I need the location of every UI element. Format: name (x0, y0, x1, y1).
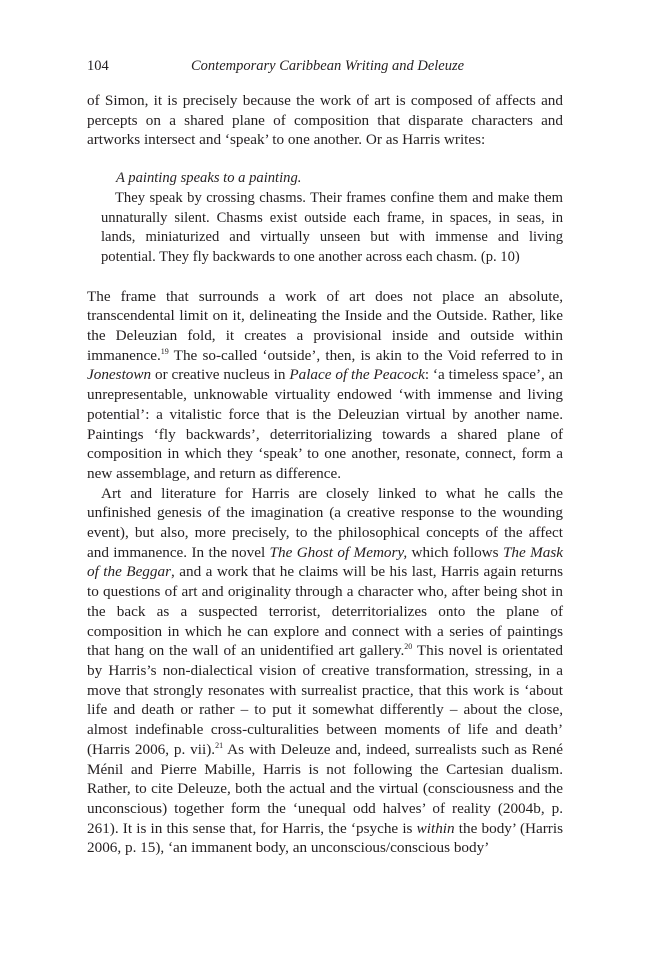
paragraph-3 (87, 484, 563, 858)
emphasis-within: within (416, 819, 455, 837)
title-ghost-of-memory: The Ghost of Memory, (269, 543, 408, 561)
footnote-ref-20[interactable]: 20 (404, 642, 413, 652)
footnote-ref-21[interactable]: 21 (215, 740, 224, 750)
paragraph-3-text-e: As with Deleuze and, indeed, surrealists such as René Ménil and Pierre Mabille, Harris is not following the Cartesian dualism. Rather, to cite Deleuze, both the actual and the virtual (consciousness and the unconscious) together form the ‘unequal odd halves’ of reality (2004b, p. 261). It is in this sense that, for Harris, the ‘psyche is (87, 740, 563, 837)
book-title: Contemporary Caribbean Writing and Deleuze (191, 58, 465, 74)
title-mask-of-the-beggar: The Mask of the Beggar (87, 543, 563, 581)
footnote-ref-19[interactable]: 19 (160, 346, 169, 356)
title-palace-of-the-peacock: Palace of the Peacock (289, 366, 425, 384)
paragraph-3-text-d: This novel is orientated by Harris’s non-dialectical vision of creative transformation, stressing, in a move that strongly resonates with surrealist practice, that this work is ‘about life and death or rather – to put it somewhat differently – about the close, almost indefinable cross-culturalities between moments of life and death’ (Harris 2006, p. vii). (87, 642, 563, 758)
paragraph-3-text-c: , and a work that he claims will be his last, Harris again returns to questions of art and originality through a character who, after being shot in the back as a suspected terrorist, deterritorializes onto the plane of composition in which he can explore and connect with a series of paintings that hang on the wall of an unidentified art gallery. (87, 563, 563, 660)
quote-heading: A painting speaks to a painting. (116, 170, 302, 187)
paragraph-3-text-a: Art and literature for Harris are closely linked to what he calls the unfinished genesis of the imagination (a creative response to the wounding event), but also, more precisely, to the philosophical concepts of the affect and immanence. In the novel (87, 484, 563, 561)
body-text (87, 91, 563, 858)
paragraph-2-text-b: The so-called ‘outside’, then, is akin to the Void referred to in (168, 346, 563, 364)
paragraph-2 (87, 287, 563, 484)
title-jonestown: Jonestown (87, 366, 152, 384)
paragraph-1: of Simon, it is precisely because the work of art is composed of affects and percepts on a shared plane of composition that disparate characters and artworks intersect and ‘speak’ to one another. Or as Harris writes: (87, 92, 563, 149)
paragraph-2-text-d: : ‘a timeless space’, an unrepresentable, unknowable virtuality endowed ‘with immense and living potential’: a vitalistic force that is the Deleuzian virtual by another name. Paintings ‘fly backwards’, deterritorializing towards a shared plane of composition in which they ‘speak’ to one another, resonate, connect, form a new assemblage, and return as difference. (87, 366, 563, 482)
paragraph-2-text-a: The frame that surrounds a work of art does not place an absolute, transcendental limit on it, delineating the Inside and the Outside. Rather, like the Deleuzian fold, it creates a provisional inside and outside within immanence. (87, 287, 563, 364)
paragraph-3-text-b: which follows (407, 543, 503, 561)
paragraph-2-text-c: or creative nucleus in (151, 366, 290, 384)
running-head (87, 58, 563, 78)
quote-body: They speak by crossing chasms. Their frames confine them and make them unnaturally silent. Chasms exist outside each frame, in spaces, in seas, in lands, miniaturized and virtually unseen but with immense and living potential. They fly backwards to one another across each chasm. (p. 10) (101, 189, 563, 265)
paragraph-3-text-f: the body’ (Harris 2006, p. 15), ‘an immanent body, an unconscious/conscious body’ (87, 819, 563, 857)
block-quote (101, 169, 563, 268)
page-number: 104 (87, 58, 109, 74)
